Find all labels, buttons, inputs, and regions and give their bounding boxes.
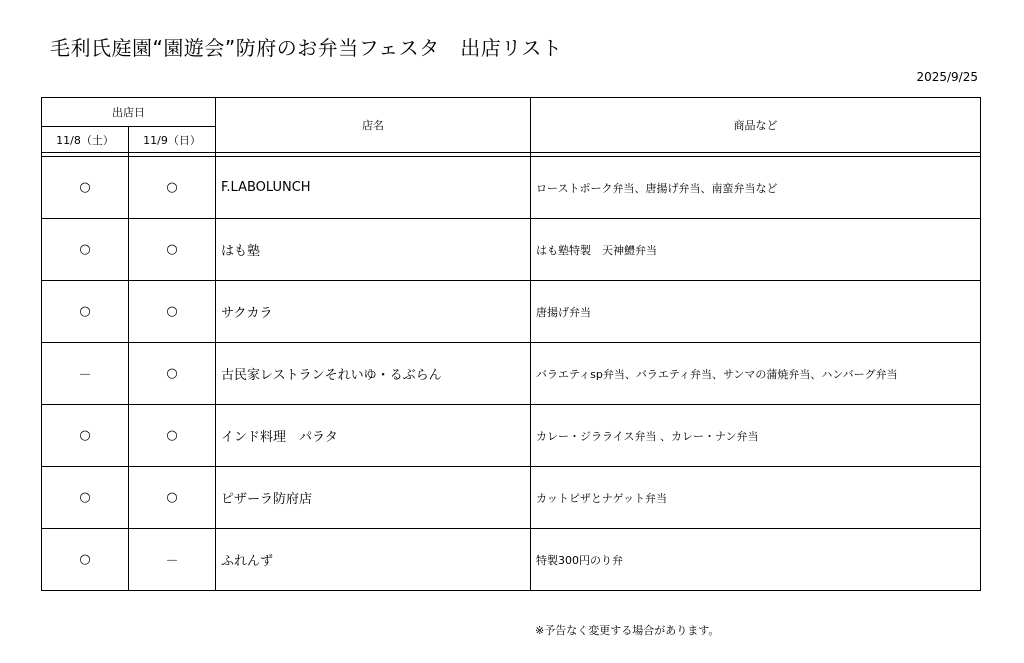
header-shop-name: 店名 — [216, 98, 531, 153]
table-header-row — [42, 98, 981, 127]
document-date: 2025/9/25 — [916, 70, 978, 84]
goods-description: バラエティsp弁当、バラエティ弁当、サンマの蒲焼弁当、ハンバーグ弁当 — [531, 343, 981, 405]
page-title: 毛利氏庭園“園遊会”防府のお弁当フェスタ 出店リスト — [50, 36, 563, 60]
day1-mark: － — [42, 343, 129, 405]
day1-mark: ○ — [42, 467, 129, 529]
day2-mark: ○ — [129, 467, 216, 529]
day1-mark: ○ — [42, 529, 129, 591]
table-row — [42, 343, 981, 405]
day1-mark: ○ — [42, 405, 129, 467]
goods-description: ローストポーク弁当、唐揚げ弁当、南蛮弁当など — [531, 157, 981, 219]
table-row — [42, 529, 981, 591]
header-open-day: 出店日 — [42, 98, 216, 127]
shop-name: F.LABOLUNCH — [216, 157, 531, 219]
shop-name: インド料理 パラタ — [216, 405, 531, 467]
day1-mark: ○ — [42, 157, 129, 219]
goods-description: カレー・ジラライス弁当 、カレー・ナン弁当 — [531, 405, 981, 467]
goods-description: はも塾特製 天神鱧弁当 — [531, 219, 981, 281]
table-row — [42, 467, 981, 529]
table-row — [42, 281, 981, 343]
shop-name: 古民家レストランそれいゆ・るぶらん — [216, 343, 531, 405]
day2-mark: ○ — [129, 343, 216, 405]
header-goods: 商品など — [531, 98, 981, 153]
table-row — [42, 157, 981, 219]
day1-mark: ○ — [42, 219, 129, 281]
day2-mark: ○ — [129, 219, 216, 281]
header-day1: 11/8（土） — [42, 127, 129, 153]
header-day2: 11/9（日） — [129, 127, 216, 153]
goods-description: カットピザとナゲット弁当 — [531, 467, 981, 529]
day2-mark: ○ — [129, 157, 216, 219]
table-row — [42, 405, 981, 467]
table-row — [42, 219, 981, 281]
shop-name: はも塾 — [216, 219, 531, 281]
shop-name: サクカラ — [216, 281, 531, 343]
day2-mark: ○ — [129, 405, 216, 467]
change-notice: ※予告なく変更する場合があります。 — [535, 624, 720, 637]
vendor-table — [41, 97, 981, 591]
day1-mark: ○ — [42, 281, 129, 343]
day2-mark: － — [129, 529, 216, 591]
shop-name: ピザーラ防府店 — [216, 467, 531, 529]
goods-description: 特製300円のり弁 — [531, 529, 981, 591]
goods-description: 唐揚げ弁当 — [531, 281, 981, 343]
shop-name: ふれんず — [216, 529, 531, 591]
day2-mark: ○ — [129, 281, 216, 343]
